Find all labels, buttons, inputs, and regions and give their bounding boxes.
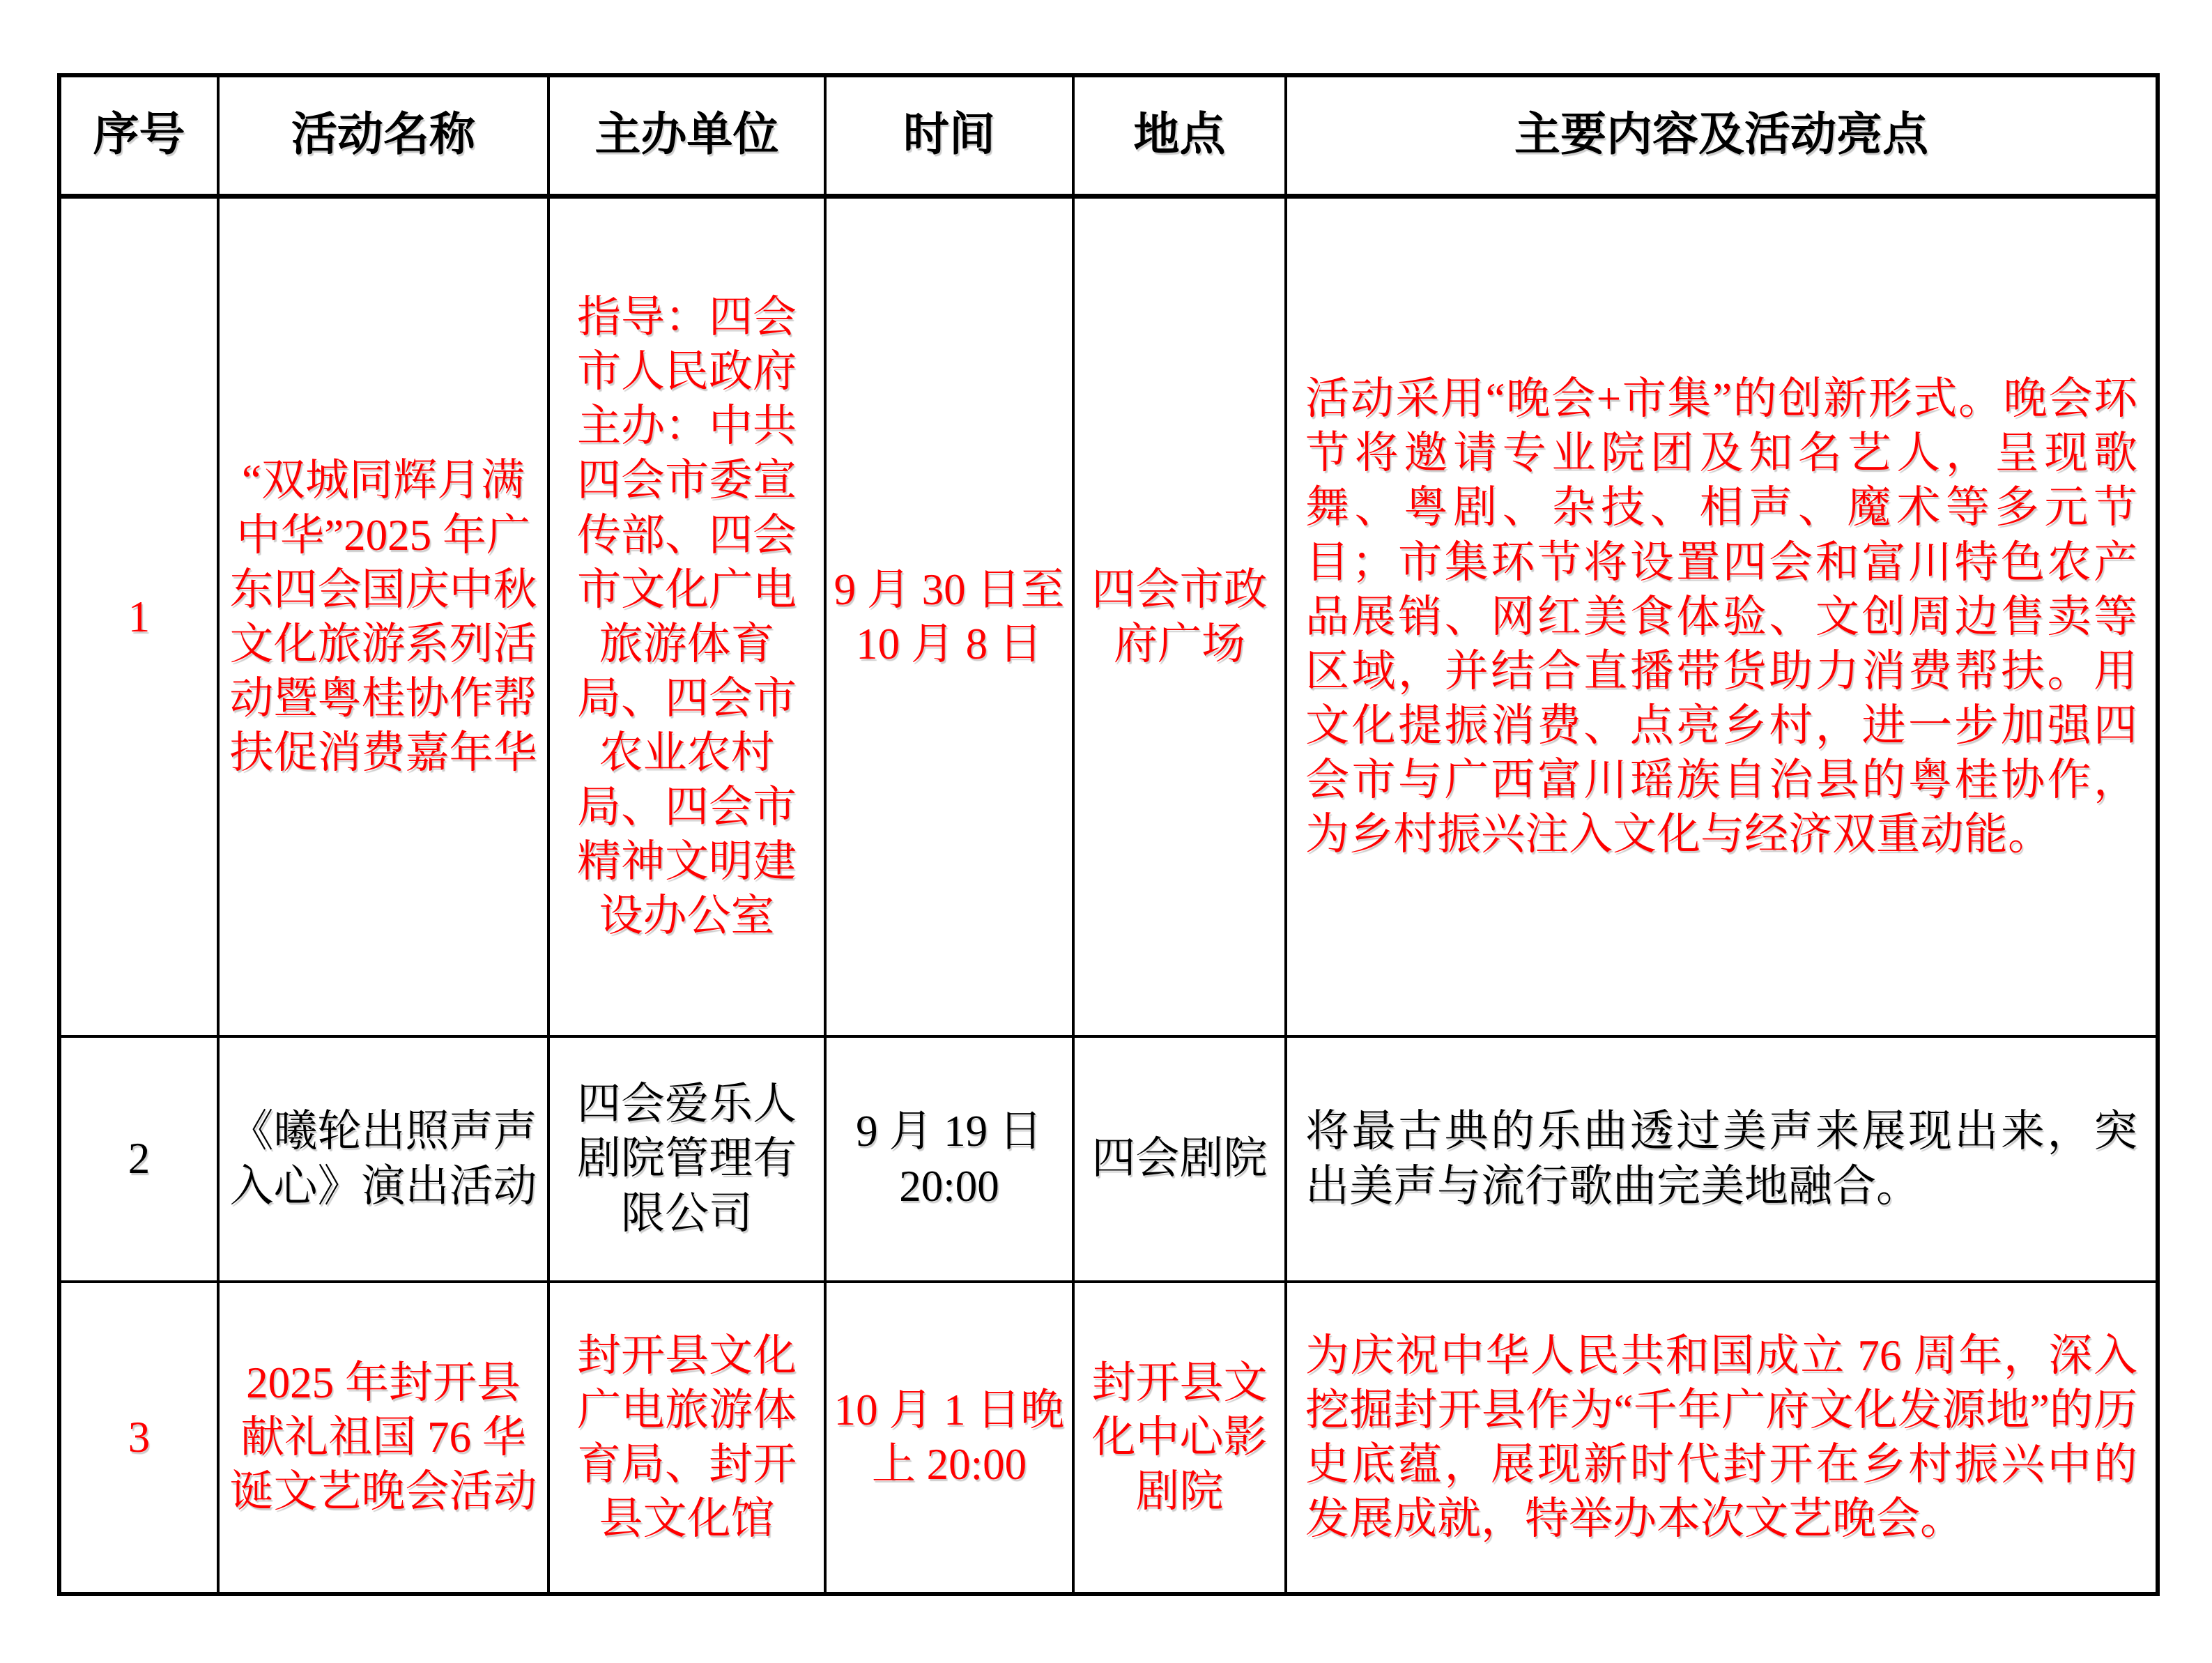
cell-location: 封开县文化中心影剧院 <box>1073 1282 1286 1594</box>
cell-time: 9 月 19 日 20:00 <box>825 1036 1073 1282</box>
cell-number: 1 <box>59 197 218 1036</box>
cell-activity-name: “双城同辉月满中华”2025 年广东四会国庆中秋文化旅游系列活动暨粤桂协作帮扶促消费嘉年华 <box>218 197 548 1036</box>
cell-time: 9 月 30 日至 10 月 8 日 <box>825 197 1073 1036</box>
cell-activity-name: 2025 年封开县献礼祖国 76 华诞文艺晚会活动 <box>218 1282 548 1594</box>
cell-number: 3 <box>59 1282 218 1594</box>
cell-organizer <box>548 197 825 1036</box>
cell-location: 四会市政府广场 <box>1073 197 1286 1036</box>
cell-content-highlights: 活动采用“晚会+市集”的创新形式。晚会环节将邀请专业院团及知名艺人，呈现歌舞、粤剧、杂技、相声、魔术等多元节目；市集环节将设置四会和富川特色农产品展销、网红美食体验、文创周边售卖等区域，并结合直播带货助力消费帮扶。用文化提振消费、点亮乡村，进一步加强四会市与广西富川瑶族自治县的粤桂协作，为乡村振兴注入文化与经济双重动能。 <box>1286 197 2158 1036</box>
cell-activity-name: 《曦轮出照声声入心》演出活动 <box>218 1036 548 1282</box>
col-header-organizer: 主办单位 <box>548 75 825 197</box>
table-row <box>59 1036 2158 1282</box>
cell-organizer: 封开县文化广电旅游体育局、封开县文化馆 <box>548 1282 825 1594</box>
cell-time: 10 月 1 日晚上 20:00 <box>825 1282 1073 1594</box>
col-header-time: 时间 <box>825 75 1073 197</box>
organizer-host-line: 主办：中共四会市委宣传部、四会市文化广电旅游体育局、四会市农业农村局、四会市精神文明建设办公室 <box>577 401 797 941</box>
events-table <box>57 73 2160 1596</box>
col-header-content-highlights: 主要内容及活动亮点 <box>1286 75 2158 197</box>
col-header-activity-name: 活动名称 <box>218 75 548 197</box>
table-row <box>59 197 2158 1036</box>
table-header-row <box>59 75 2158 197</box>
cell-number: 2 <box>59 1036 218 1282</box>
col-header-number: 序号 <box>59 75 218 197</box>
table-row <box>59 1282 2158 1594</box>
organizer-guide-line: 指导：四会市人民政府 <box>577 293 797 397</box>
cell-organizer: 四会爱乐人剧院管理有限公司 <box>548 1036 825 1282</box>
cell-content-highlights: 将最古典的乐曲透过美声来展现出来，突出美声与流行歌曲完美地融合。 <box>1286 1036 2158 1282</box>
cell-location: 四会剧院 <box>1073 1036 1286 1282</box>
col-header-location: 地点 <box>1073 75 1286 197</box>
cell-content-highlights: 为庆祝中华人民共和国成立 76 周年，深入挖掘封开县作为“千年广府文化发源地”的历史底蕴，展现新时代封开在乡村振兴中的发展成就，特举办本次文艺晚会。 <box>1286 1282 2158 1594</box>
